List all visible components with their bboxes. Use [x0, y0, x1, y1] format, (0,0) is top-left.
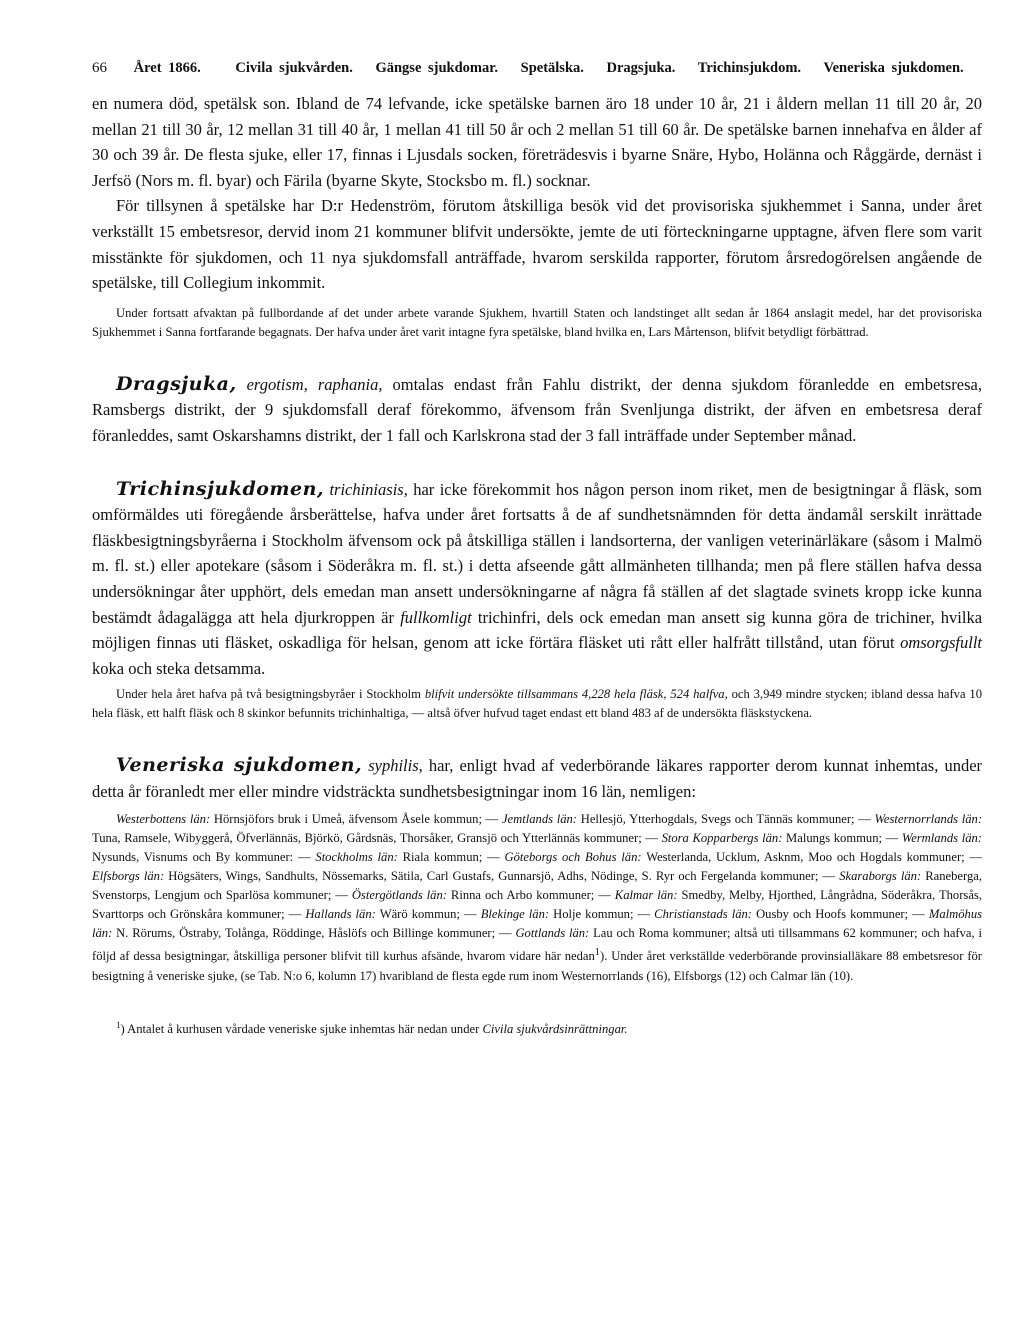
county-text: Lau och Roma kommuner; altså uti tillsammans 62 kommuner; och hafva, i följd af dessa besigtningar, åtskilliga personer blifvit till kurhus afsände, hvarom vidare här nedan	[92, 926, 983, 964]
county-name: Jemtlands län:	[501, 812, 578, 827]
county-text: Holje kommun; —	[553, 907, 651, 922]
veneriska-section	[92, 753, 982, 804]
county-text: N. Rörums, Östraby, Tolånga, Röddinge, Håslöfs och Billinge kommuner; —	[116, 926, 512, 941]
county-text: Rinna och Arbo kommuner; —	[450, 888, 611, 903]
county-text: Tuna, Ramsele, Wibyggerå, Öfverlännäs, Björkö, Gårdsnäs, Thorsåker, Gransjö och Ytterlännäs kommuner; —	[92, 831, 658, 846]
county-name: Stora Kopparbergs län:	[661, 831, 783, 846]
county-name: Stockholms län:	[315, 850, 398, 865]
header-topic: Dragsjuka.	[606, 60, 676, 76]
county-name: Gottlands län:	[515, 926, 590, 941]
county-name: Kalmar län:	[614, 888, 678, 903]
county-text: Hörnsjöfors bruk i Umeå, äfvensom Åsele kommun; —	[213, 812, 499, 827]
spetalska-note: Under fortsatt afvaktan på fullbordande af det under arbete varande Sjukhem, hvartill Staten och landstinget allt sedan år 1864 anslagit medel, har det provisoriska Sjukhemmet i Sanna fortfarande begagnats. Der hafva under året varit intagne fyra spetälske, bland hvilka en, Lars Mårtenson, blifvit betydligt förbättrad.	[92, 305, 982, 339]
county-name: Göteborgs och Bohus län:	[504, 850, 642, 865]
header-topic: Civila sjukvården.	[235, 60, 353, 76]
footnote-reference-title: Civila sjukvårdsinrättningar.	[482, 1021, 628, 1036]
dragsjuka-heading: Dragsjuka,	[116, 372, 237, 395]
county-name: Wermlands län:	[901, 831, 982, 846]
county-name: Elfsborgs län:	[92, 869, 165, 884]
county-name: Christianstads län:	[654, 907, 752, 922]
trichin-emphasis: omsorgsfullt	[900, 633, 982, 653]
veneriska-county-list	[92, 810, 982, 985]
trichin-note	[92, 685, 982, 723]
trichin-text: trichinfri, dels ock emedan man ansett sig kunna göra de trichiner, hvilka möjligen finnas uti fläsket, oskadliga för helsan, genom att icke förtära fläsket uti rått eller halfrått tillstånd, utan förut	[92, 607, 983, 653]
page-number: 66	[92, 60, 107, 76]
county-text: Wärö kommun; —	[379, 907, 477, 922]
trichin-text: koka och steka detsamma.	[92, 658, 266, 678]
header-topic: Trichinsjukdom.	[697, 60, 802, 76]
county-text: Smedby, Melby, Hjorthed, Långrådna, Söderåkra, Thorsås, Svarttorps och Grönskåra kommuner; —	[92, 888, 982, 922]
county-name: Malmöhus län:	[92, 907, 983, 941]
county-name: Östergötlands län:	[351, 888, 447, 903]
trichin-heading: Trichinsjukdomen,	[116, 477, 325, 500]
trichin-latin: trichiniasis,	[329, 479, 408, 499]
county-text: Högsäters, Wings, Sandhults, Nössemarks, Sätila, Carl Gustafs, Gunnarsjö, Adhs, Nödinge, S. Ryr och Fergelanda kommuner; —	[168, 869, 836, 884]
footnote	[92, 1016, 982, 1039]
page	[92, 60, 982, 1039]
header-topic: Spetälska.	[520, 60, 584, 76]
county-text: Raneberga, Svenstorps, Lengjum och Sparlösa kommuner; —	[92, 869, 982, 903]
trichin-emphasis: fullkomligt	[400, 607, 472, 627]
trichin-note-emphasis: blifvit undersökte tillsammans 4,228 hela fläsk, 524 halfva,	[424, 687, 728, 702]
dragsjuka-text: omtalas endast från Fahlu distrikt, der denna sjukdom föranledde en embetsresa, Ramsbergs distrikt, der 9 sjukdomsfall deraf förekommo, äfvensom från Svenljunga distrikt, der äfven en embetsresa deraf föranleddes, samt Oskarshamns distrikt, der 1 fall och Karlskrona stad der 3 fall inträffade under September månad.	[92, 374, 982, 445]
county-text: Ousby och Hoofs kommuner; —	[756, 907, 925, 922]
trichin-note-text: Under hela året hafva på två besigtningsbyråer i Stockholm	[116, 687, 421, 702]
running-header	[92, 60, 982, 77]
county-name: Skaraborgs län:	[839, 869, 922, 884]
footnote-reference[interactable]: 1	[594, 947, 601, 959]
county-text: Westerlanda, Ucklum, Asknm, Moo och Hogdals kommuner; —	[646, 850, 983, 865]
county-name: Westernorrlands län:	[874, 812, 983, 827]
county-name: Hallands län:	[305, 907, 376, 922]
dragsjuka-section	[92, 372, 982, 449]
veneriska-tail: ). Under året verkställde vederbörande provinsialläkare 88 embetsresor för besigtning å veneriske sjuke, (se Tab. N:o 6, kolumn 17) hvaribland de flesta egde rum inom Westernorrlands (16), Elfsborgs (12) och Calmar län (10).	[92, 949, 983, 983]
county-name: Westerbottens län:	[116, 812, 211, 827]
footnote-mark: 1	[116, 1019, 121, 1030]
dragsjuka-latin: ergotism, raphania,	[246, 374, 383, 394]
county-name: Blekinge län:	[480, 907, 550, 922]
trichin-section	[92, 477, 982, 682]
veneriska-heading: Veneriska sjukdomen,	[116, 754, 363, 777]
header-topic: Gängse sjukdomar.	[375, 60, 498, 76]
county-text: Nysunds, Visnums och By kommuner: —	[92, 850, 311, 865]
spetalska-paragraph: en numera död, spetälsk son. Ibland de 74 lefvande, icke spetälske barnen äro 18 under 10 år, 21 i åldern mellan 11 till 20 år, 20 mellan 21 till 30 år, 12 mellan 31 till 40 år, 1 mellan 41 till 50 år och 2 mellan 51 till 60 år. De spetälske barnen innehafva en ålder af 30 och 39 år. De flesta sjuke, eller 17, finnas i Ljusdals socken, företrädesvis i byarne Snäre, Hybo, Holänna och Råggärde, dernäst i Jerfsö (Nors m. fl. byar) och Färila (byarne Skyte, Stocksbo m. fl.) socknar.	[92, 94, 982, 190]
county-text: Riala kommun; —	[402, 850, 500, 865]
spetalska-paragraph: För tillsynen å spetälske har D:r Hedenström, förutom åtskilliga besök vid det provisoriska sjukhemmet i Sanna, under året verkställt 15 embetsresor, dervid inom 21 kommuner blifvit undersökte, jemte de uti förteckningarne upptagne, äfven flere som varit misstänkte för sjukdomen, och 11 nya sjukdomsfall anträffade, hvarom serskilda rapporter, förutom årsredogörelsen angående de spetälske, till Collegium inkommit.	[92, 196, 982, 293]
veneriska-text: har, enligt hvad af vederbörande läkares rapporter derom kunnat inhemtas, under detta år föranledt mer eller mindre vidsträckta sundhetsbesigtningar inom 16 län, nemligen:	[92, 756, 983, 801]
veneriska-latin: syphilis,	[368, 756, 423, 776]
footnote-text: ) Antalet å kurhusen vårdade veneriske sjuke inhemtas här nedan under	[120, 1021, 480, 1036]
county-text: Malungs kommun; —	[786, 831, 899, 846]
trichin-text: har icke förekommit hos någon person inom riket, men de besigtningar å fläsk, som omförmäldes uti föregående årsberättelse, hafva under året fortsatts å de af sundhetsnämnden för detta ändamål serskilt inrättade fläskbesigtningsbyråerna i Stockholm äfvensom ock på åtskilliga ställen i landsorterna, der vanligen veterinärläkare (såsom i Malmö m. fl. st.) eller apotekare (såsom i Söderåkra m. fl. st.) i detta afseende gått allmänheten tillhanda; men på flere ställen hafva dessa undersökningar åter upphört, dels emedan man ansett undersökningarne af några få ställen af det slagtade svinets kropp icke kunna bestämdt ådagalägga att hela djurkroppen är	[92, 479, 982, 627]
county-text: Hellesjö, Ytterhogdals, Svegs och Tännäs kommuner; —	[580, 812, 871, 827]
header-year: Året 1866.	[133, 60, 201, 76]
header-topic: Veneriska sjukdomen.	[823, 60, 964, 76]
trichin-note-text: och 3,949 mindre stycken; ibland dessa hafva 10 hela fläsk, ett halft fläsk och 8 skinkor befunnits trichinhaltiga, — altså öfver hufvud taget endast ett bland 483 af de undersökta fläskstyckena.	[92, 687, 983, 721]
